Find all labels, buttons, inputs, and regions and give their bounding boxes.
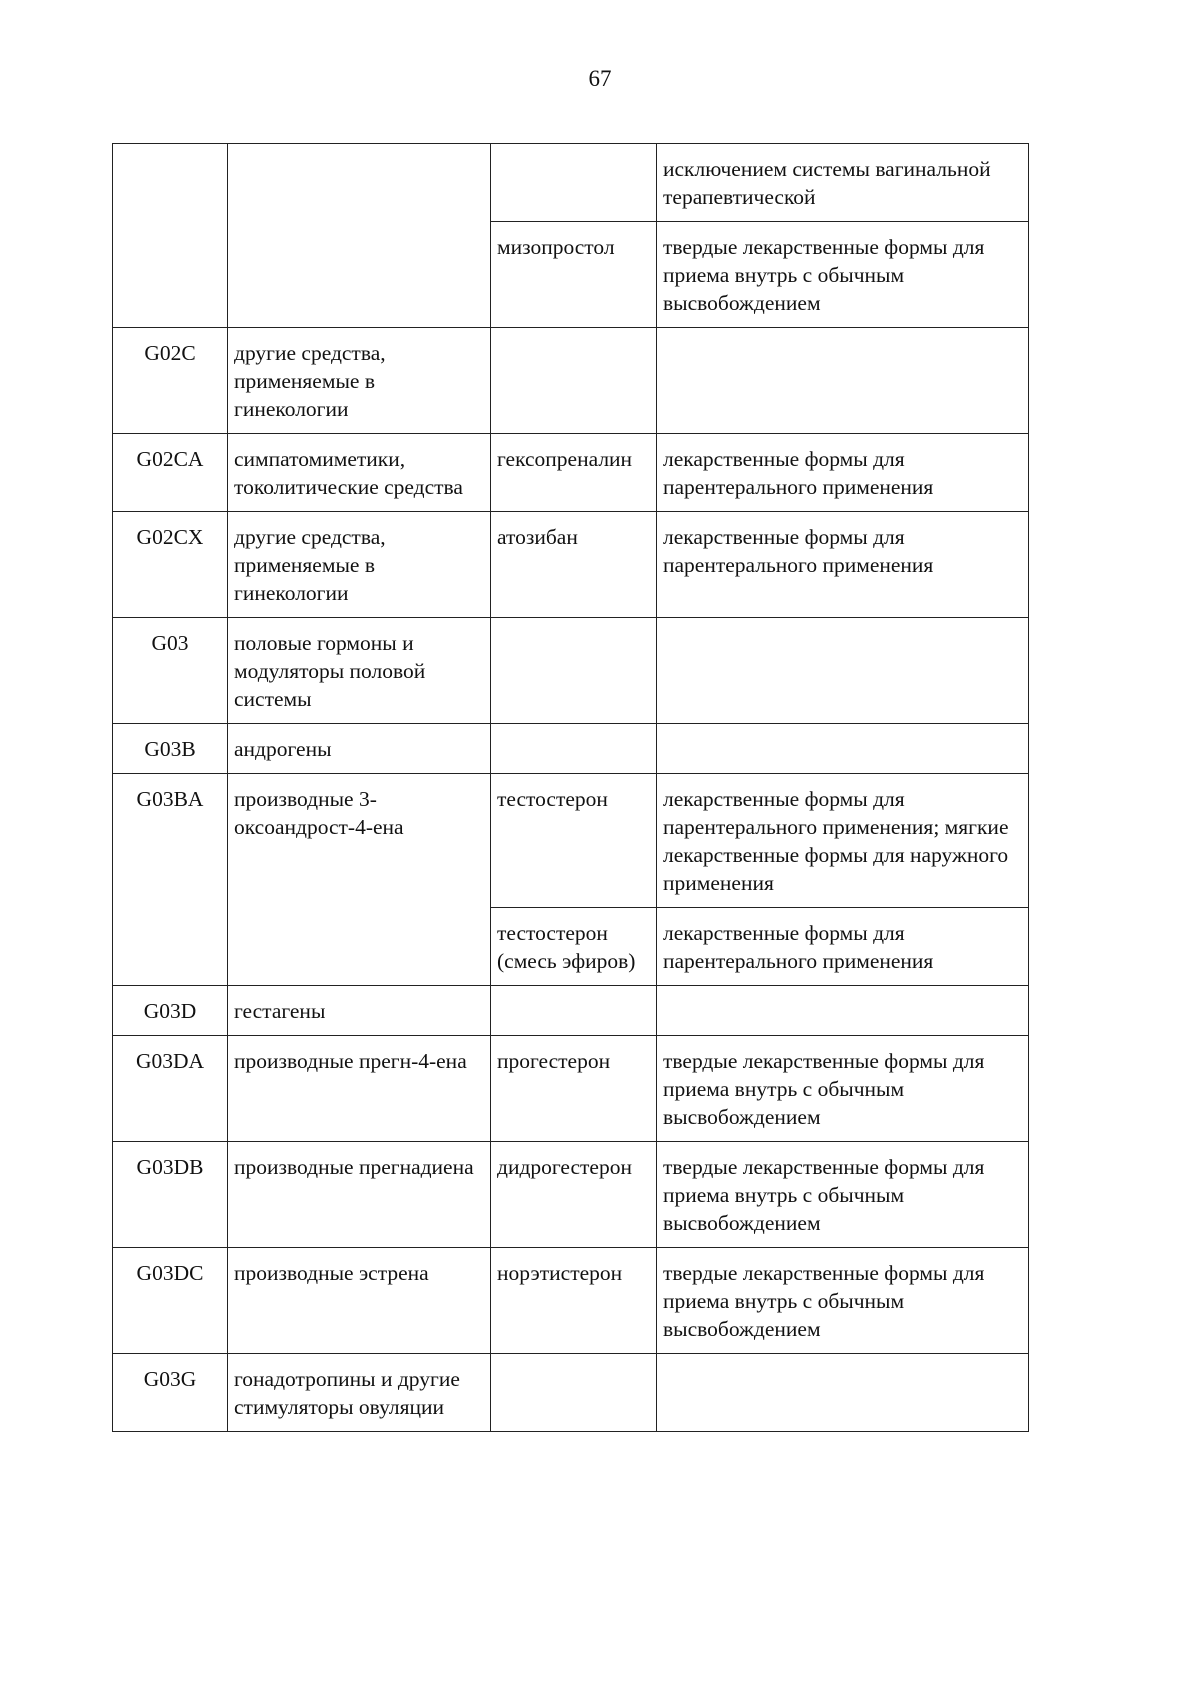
table-row: [113, 434, 1029, 512]
table-row: [113, 328, 1029, 434]
table-row: [113, 144, 1029, 222]
atc-code-cell: G03DC: [113, 1248, 228, 1354]
drug-name-cell: прогестерон: [491, 1036, 657, 1142]
anatomical-therapeutic-group-cell: производные прегн-4-ена: [228, 1036, 491, 1142]
atc-code-cell: G03DA: [113, 1036, 228, 1142]
dosage-form-cell: [657, 724, 1029, 774]
anatomical-therapeutic-group-cell: производные прегнадиена: [228, 1142, 491, 1248]
atc-code-cell: G03G: [113, 1354, 228, 1432]
dosage-form-cell: твердые лекарственные формы для приема внутрь с обычным высвобождением: [657, 1036, 1029, 1142]
table-row: [113, 1248, 1029, 1354]
atc-code-cell: G03: [113, 618, 228, 724]
drug-name-cell: тестостерон (смесь эфиров): [491, 908, 657, 986]
anatomical-therapeutic-group-cell: производные эстрена: [228, 1248, 491, 1354]
dosage-form-cell: твердые лекарственные формы для приема внутрь с обычным высвобождением: [657, 222, 1029, 328]
dosage-form-cell: лекарственные формы для парентерального применения: [657, 512, 1029, 618]
drug-name-cell: мизопростол: [491, 222, 657, 328]
dosage-form-cell: [657, 1354, 1029, 1432]
drug-name-cell: [491, 328, 657, 434]
table-row: [113, 1354, 1029, 1432]
drug-name-cell: тестостерон: [491, 774, 657, 908]
table-row: [113, 618, 1029, 724]
anatomical-therapeutic-group-cell: гонадотропины и другие стимуляторы овуляции: [228, 1354, 491, 1432]
anatomical-therapeutic-group-cell: половые гормоны и модуляторы половой системы: [228, 618, 491, 724]
drug-name-cell: атозибан: [491, 512, 657, 618]
table-row: [113, 986, 1029, 1036]
atc-code-cell: G03B: [113, 724, 228, 774]
dosage-form-cell: лекарственные формы для парентерального применения: [657, 434, 1029, 512]
dosage-form-cell: [657, 618, 1029, 724]
anatomical-therapeutic-group-cell: другие средства, применяемые в гинекологии: [228, 512, 491, 618]
table-body: [113, 144, 1029, 1432]
dosage-form-cell: лекарственные формы для парентерального применения; мягкие лекарственные формы для наружного применения: [657, 774, 1029, 908]
anatomical-therapeutic-group-cell: другие средства, применяемые в гинекологии: [228, 328, 491, 434]
atc-code-cell: G02CA: [113, 434, 228, 512]
anatomical-therapeutic-group-cell: производные 3-оксоандрост-4-ена: [228, 774, 491, 986]
dosage-form-cell: [657, 986, 1029, 1036]
atc-code-cell: [113, 144, 228, 328]
drug-name-cell: [491, 1354, 657, 1432]
dosage-form-cell: твердые лекарственные формы для приема внутрь с обычным высвобождением: [657, 1248, 1029, 1354]
page-number: 67: [588, 66, 612, 91]
drug-name-cell: норэтистерон: [491, 1248, 657, 1354]
drug-name-cell: [491, 144, 657, 222]
dosage-form-cell: твердые лекарственные формы для приема внутрь с обычным высвобождением: [657, 1142, 1029, 1248]
table-row: [113, 512, 1029, 618]
atc-code-cell: G02CX: [113, 512, 228, 618]
drug-name-cell: дидрогестерон: [491, 1142, 657, 1248]
dosage-form-cell: исключением системы вагинальной терапевтической: [657, 144, 1029, 222]
dosage-form-cell: [657, 328, 1029, 434]
drug-name-cell: [491, 618, 657, 724]
table-row: [113, 774, 1029, 908]
dosage-form-cell: лекарственные формы для парентерального применения: [657, 908, 1029, 986]
table-row: [113, 1142, 1029, 1248]
anatomical-therapeutic-group-cell: [228, 144, 491, 328]
drug-classification-table: [112, 143, 1029, 1432]
table-row: [113, 1036, 1029, 1142]
drug-name-cell: гексопреналин: [491, 434, 657, 512]
anatomical-therapeutic-group-cell: андрогены: [228, 724, 491, 774]
atc-code-cell: G03BA: [113, 774, 228, 986]
table-row: [113, 724, 1029, 774]
atc-code-cell: G02C: [113, 328, 228, 434]
drug-name-cell: [491, 724, 657, 774]
atc-code-cell: G03DB: [113, 1142, 228, 1248]
atc-code-cell: G03D: [113, 986, 228, 1036]
anatomical-therapeutic-group-cell: гестагены: [228, 986, 491, 1036]
anatomical-therapeutic-group-cell: симпатомиметики, токолитические средства: [228, 434, 491, 512]
drug-name-cell: [491, 986, 657, 1036]
